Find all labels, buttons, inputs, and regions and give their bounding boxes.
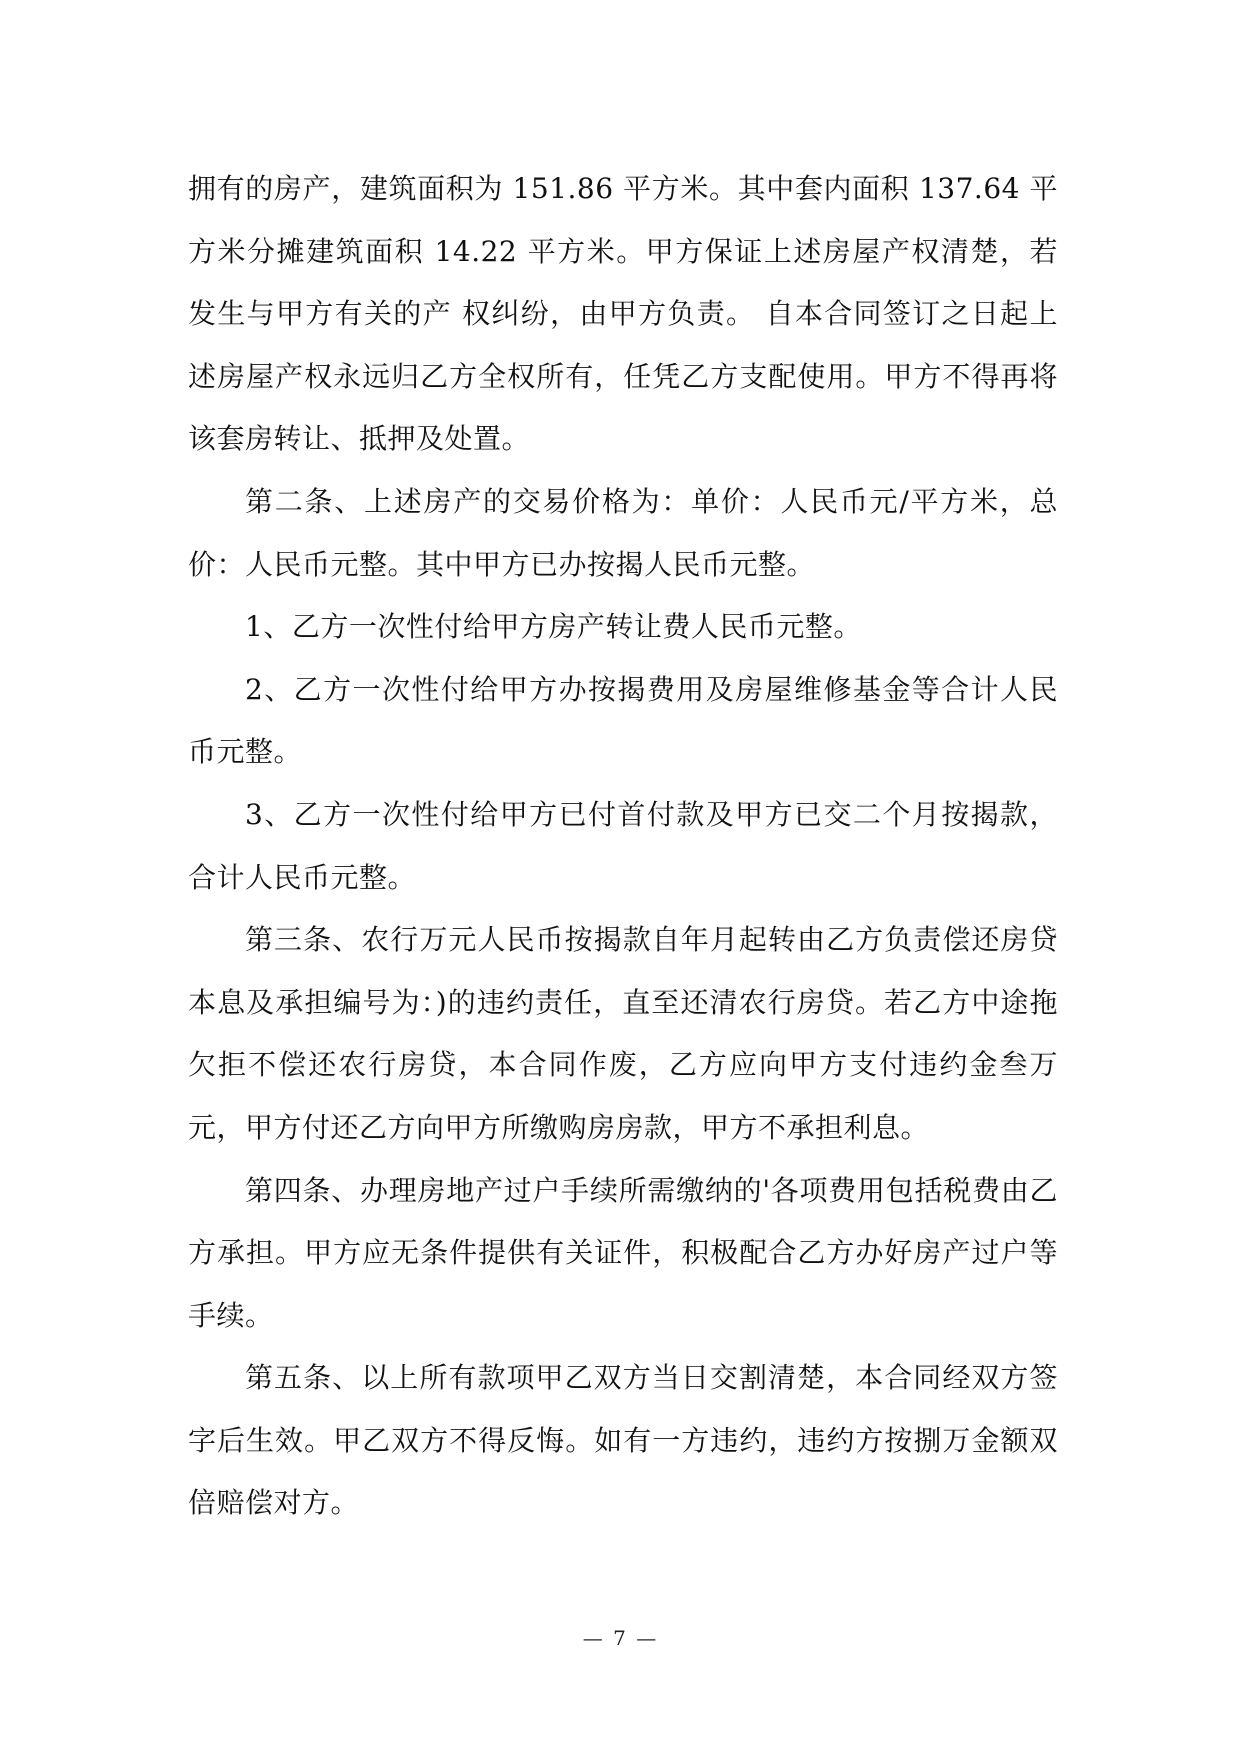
paragraph-article-5: 第五条、以上所有款项甲乙双方当日交割清楚，本合同经双方签字后生效。甲乙双方不得反悔。如有一方违约，违约方按捌万金额双倍赔偿对方。 <box>188 1361 1058 1520</box>
paragraph-article-3: 第三条、农行万元人民币按揭款自年月起转由乙方负责偿还房贷本息及承担编号为：)的违约责任，直至还清农行房贷。若乙方中途拖欠拒不偿还农行房贷，本合同作废，乙方应向甲方支付违约金叁万元，甲方付还乙方向甲方所缴购房房款，甲方不承担利息。 <box>188 923 1058 1144</box>
document-body <box>188 158 1058 1535</box>
paragraph-article-4: 第四条、办理房地产过户手续所需缴纳的'各项费用包括税费由乙方承担。甲方应无条件提供有关证件，积极配合乙方办好房产过户等手续。 <box>188 1173 1058 1332</box>
page-number: — 7 — <box>582 1626 659 1650</box>
paragraph-item-3: 3、乙方一次性付给甲方已付首付款及甲方已交二个月按揭款，合计人民币元整。 <box>188 797 1058 894</box>
paragraph-article-2: 第二条、上述房产的交易价格为：单价：人民币元/平方米，总价：人民币元整。其中甲方已办按揭人民币元整。 <box>188 484 1058 581</box>
paragraph-item-2: 2、乙方一次性付给甲方办按揭费用及房屋维修基金等合计人民币元整。 <box>188 672 1058 769</box>
paragraph-property-details: 拥有的房产，建筑面积为 151.86 平方米。其中套内面积 137.64 平方米分摊建筑面积 14.22 平方米。甲方保证上述房屋产权清楚，若发生与甲方有关的产 权纠纷，由甲方负责。 自本合同签订之日起上述房屋产权永远归乙方全权所有，任凭乙方支配使用。甲方不得再将该套房转让、抵押及处置。 <box>188 172 1058 456</box>
paragraph-item-1: 1、乙方一次性付给甲方房产转让费人民币元整。 <box>245 610 862 644</box>
